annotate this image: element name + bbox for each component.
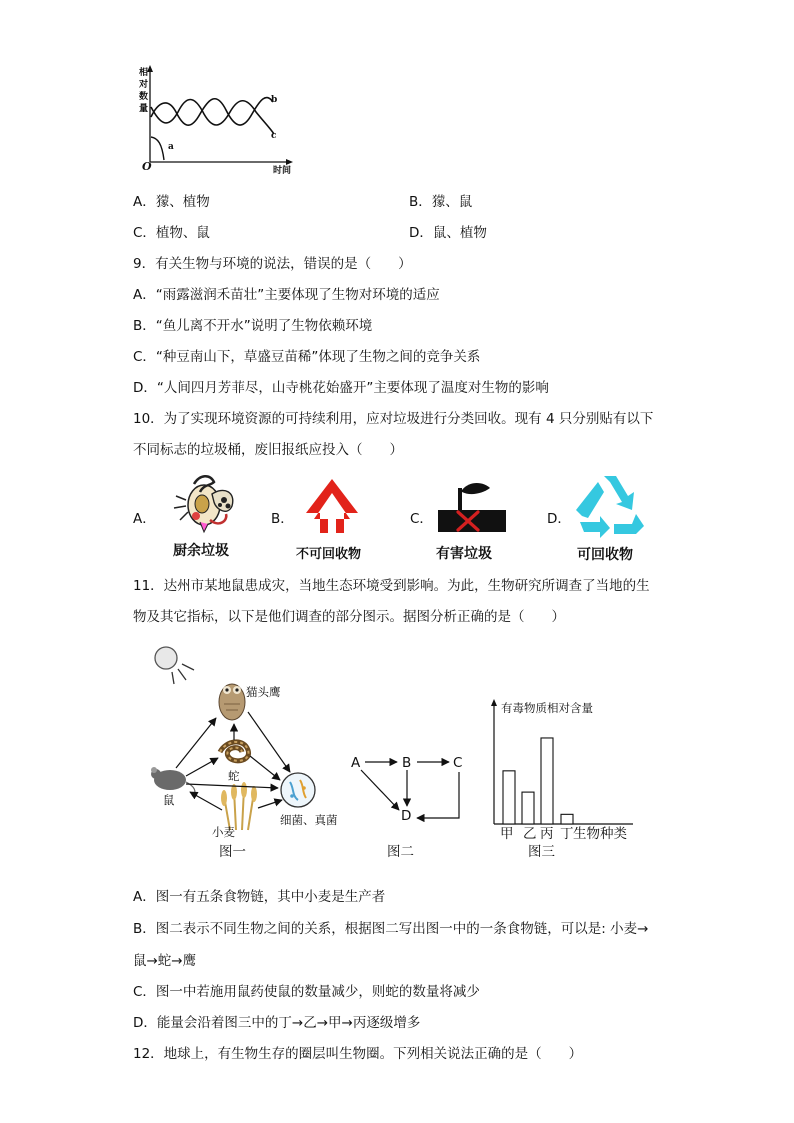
q9-option-b[interactable]: B．“鱼儿离不开水”说明了生物依赖环境 xyxy=(133,318,373,334)
snake-icon xyxy=(220,742,249,761)
q9-stem: 9．有关生物与环境的说法，错误的是（ ） xyxy=(133,256,412,272)
q11-option-b-line2[interactable]: 鼠→蛇→鹰 xyxy=(133,953,197,969)
q11-stem-line2: 物及其它指标，以下是他们调查的部分图示。据图分析正确的是（ ） xyxy=(133,609,565,625)
recyclable-caption: 可回收物 xyxy=(577,547,633,563)
q8-graph-svg xyxy=(128,62,303,182)
q8-option-a[interactable]: A．獴、植物 xyxy=(133,194,210,210)
y-label-2: 对 xyxy=(139,80,149,90)
owl-label: 猫头鹰 xyxy=(246,685,281,699)
recyclable-icon[interactable] xyxy=(570,470,650,542)
bar-bing xyxy=(541,738,553,824)
node-a: A xyxy=(351,755,361,771)
figure-3-caption: 图三 xyxy=(528,844,555,860)
q10-option-a-letter[interactable]: A． xyxy=(133,511,156,527)
figure-1-food-web xyxy=(140,640,350,845)
chart-cat-ding: 丁 xyxy=(560,826,574,842)
bar-yi xyxy=(522,792,534,824)
sun-icon xyxy=(155,647,177,669)
curve-b-label: b xyxy=(271,95,278,105)
q11-stem-line1: 11．达州市某地鼠患成灾，当地生态环境受到影响。为此，生物研究所调查了当地的生 xyxy=(133,578,650,594)
figure-2-diagram xyxy=(345,750,470,830)
wheat-icon xyxy=(221,782,257,830)
snake-label: 蛇 xyxy=(228,769,240,783)
hazardous-waste-icon[interactable] xyxy=(436,478,508,538)
y-label-1: 相 xyxy=(139,68,149,78)
chart-x-label: 生物种类 xyxy=(573,826,627,842)
chart-cat-bing: 丙 xyxy=(540,826,554,842)
x-axis-arrow xyxy=(286,159,293,165)
q11-option-d[interactable]: D．能量会沿着图三中的丁→乙→甲→丙逐级增多 xyxy=(133,1015,421,1031)
node-c: C xyxy=(453,755,463,771)
q12-stem: 12．地球上，有生物生存的圈层叫生物圈。下列相关说法正确的是（ ） xyxy=(133,1046,583,1062)
q10-stem-line2: 不同标志的垃圾桶，废旧报纸应投入（ ） xyxy=(133,442,403,458)
bar-ding xyxy=(561,814,573,824)
q8-graph xyxy=(128,62,303,182)
origin-label: O xyxy=(142,160,152,173)
decomposer-icon xyxy=(281,773,315,807)
q10-option-c-letter[interactable]: C． xyxy=(410,511,433,527)
q10-stem-line1: 10．为了实现环境资源的可持续利用，应对垃圾进行分类回收。现有 4 只分别贴有以下 xyxy=(133,411,654,427)
q8-option-c[interactable]: C．植物、鼠 xyxy=(133,225,210,241)
mouse-label: 鼠 xyxy=(163,793,175,807)
q11-option-a[interactable]: A．图一有五条食物链，其中小麦是生产者 xyxy=(133,889,386,905)
curve-c-label: c xyxy=(271,131,277,141)
chart-cat-jia: 甲 xyxy=(500,826,514,842)
q11-option-c[interactable]: C．图一中若施用鼠药使鼠的数量减少，则蛇的数量将减少 xyxy=(133,984,480,1000)
figure-2-caption: 图二 xyxy=(387,844,414,860)
chart-y-label: 有毒物质相对含量 xyxy=(501,701,593,715)
kitchen-waste-caption: 厨余垃圾 xyxy=(173,543,229,559)
q9-option-a[interactable]: A．“雨露滋润禾苗壮”主要体现了生物对环境的适应 xyxy=(133,287,440,303)
q9-option-c[interactable]: C．“种豆南山下，草盛豆苗稀”体现了生物之间的竞争关系 xyxy=(133,349,481,365)
y-label-3: 数 xyxy=(139,92,149,102)
curve-a-label: a xyxy=(168,142,174,152)
curve-a xyxy=(151,137,164,160)
bar-jia xyxy=(503,771,515,824)
q11-option-b-line1[interactable]: B．图二表示不同生物之间的关系，根据图二写出图一中的一条食物链，可以是: 小麦→ xyxy=(133,921,649,937)
chart-cat-yi: 乙 xyxy=(523,826,537,842)
q10-option-d-letter[interactable]: D． xyxy=(547,511,571,527)
non-recyclable-caption: 不可回收物 xyxy=(296,547,362,562)
decomposer-label: 细菌、真菌 xyxy=(280,813,338,827)
x-axis-label: 时间 xyxy=(273,166,292,176)
non-recyclable-icon[interactable] xyxy=(300,475,364,537)
chart-y-arrow xyxy=(491,699,497,706)
figure-3-chart xyxy=(485,696,635,841)
bar-chart-svg xyxy=(485,696,635,841)
q8-option-d[interactable]: D．鼠、植物 xyxy=(409,225,487,241)
owl-icon xyxy=(219,684,245,720)
q10-option-b-letter[interactable]: B． xyxy=(271,511,294,527)
hazardous-waste-caption: 有害垃圾 xyxy=(436,546,492,562)
q9-option-d[interactable]: D．“人间四月芳菲尽，山寺桃花始盛开”主要体现了温度对生物的影响 xyxy=(133,380,549,396)
figure-1-caption: 图一 xyxy=(219,844,246,860)
kitchen-waste-icon[interactable] xyxy=(166,470,246,540)
y-label-4: 量 xyxy=(139,104,149,114)
q8-option-b[interactable]: B．獴、鼠 xyxy=(409,194,473,210)
node-b: B xyxy=(402,755,412,771)
wheat-label: 小麦 xyxy=(212,825,235,839)
node-d: D xyxy=(401,808,412,824)
